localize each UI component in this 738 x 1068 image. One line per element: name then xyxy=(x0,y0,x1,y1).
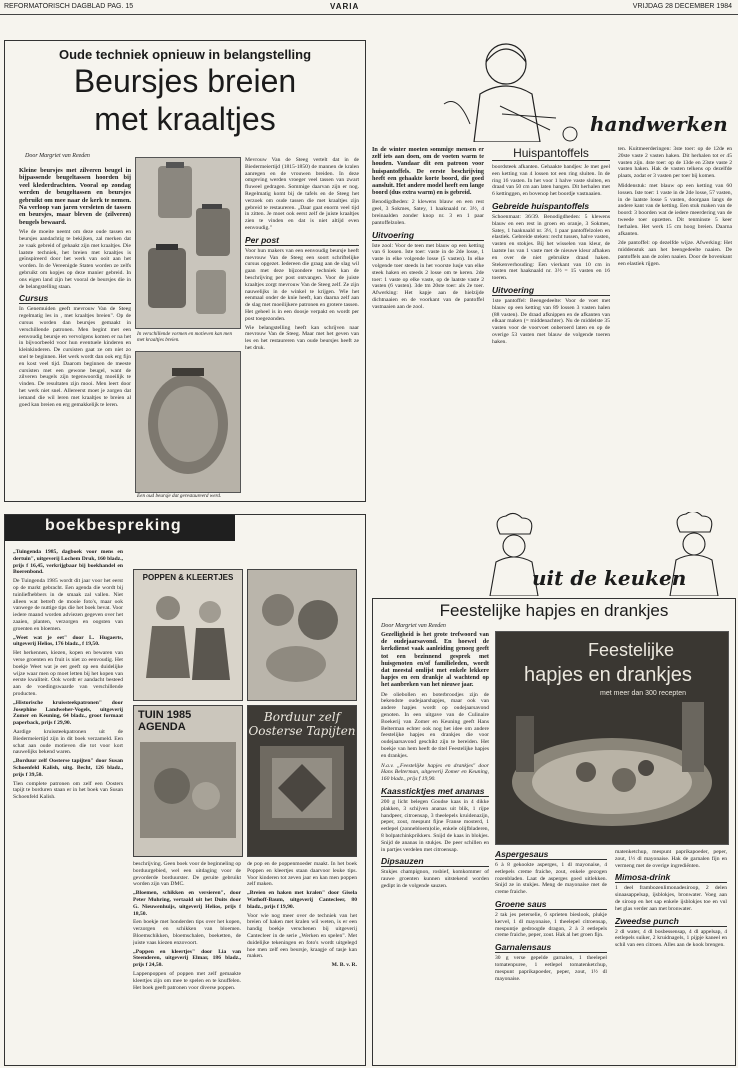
knit-col2-text-c: Wie belangstelling heeft kan schrijven naar mevrouw Van de Steeg. Maar met het geven van les en het restaureren van oude beursjes heeft ze het druk. xyxy=(245,324,359,351)
handwerken-col2-a: boordsteek afkanten. Gehaakte bandjes: Je met geel een ketting van 4 lossen tot een ring sluiten. In de ring 16 vasten. In het voor 1 halve vaste sluiten, en draad van 50 cm aan laten hangen. Dit herhalen met 6 kettinggen, en bovenop het boordje vastnaaien. xyxy=(492,164,610,198)
book-lead-3: „Historische kruissteekpatronen" door Josephine Landweher-Vogels, uitgeverij Zomer en Keuning, 64 bladz., groot formaat paperback, prijs f 29,90. xyxy=(13,699,123,727)
kaas-text: 200 g licht belegen Goudse kaas in 4 dikke plakken, 3 schijven ananas uit blik, 1 rijpe handpeer, citroensap, 3 theelepels kruidenazijn, peper, zout, mespunt fijne Franse mosterd, 1 eetlepel (zonnebloem)olie, enkele olijfbladeren, 8 bolpatchinkprikkers. Snijd de kaas in blokjes. Snijd de ananas in stukjes. De peer schillen en in partjes verdelen met citroensap. xyxy=(381,798,489,853)
keuken-col1-text: De oliebollen en boterbroodjes zijn de bekendste oudejaarshapjes, maar ook van andere hapjes wordt op oudejaarsavond genoten. In een uitgave van de Culinaire Boekerij van Zomer en Keuning geeft Hans Belterman echter ook nog het idee om andere feestelijke hapjes en drankjes die voor oudejaarsavond geschikt zijn te bereiden. Het boekje van hem heeft de titel Feestelijke hapjes en drankjes. xyxy=(381,691,489,759)
carpet-graphic xyxy=(248,738,356,838)
garden-graphic xyxy=(134,736,242,846)
cursus-text: In Genemuiden geeft mevrouw Van de Steeg regelmatig les in , met kraaltjes breien". Op de cursus worden dan beursjes gemaakt in verschillende patronen. Men begint met een eenvoudig beursje en vervolgens komen er na het in bijvoorbeeld voor hun eventuele kinderen en kleinkinderen. De cursisten gaat ze om niet zo snel te beginnen. Het werk wordt dan ook erg fijn en kost veel tijd. Daarom beginnen de meeste cursisten met een gewone beugel, want de zilveren beugels zijn tegenwoordig moeilijk te vinden. De resultaten zijn mooi. Men leert door het werk niet snel. Allereerst moet je zorgen dat iemand die wil leren met kraaltjes te breien al goed kan breien en erg gemakkelijk te leren. xyxy=(19,306,131,408)
cover-poppen-title: POPPEN & KLEERTJES xyxy=(142,573,234,582)
handwerken-col2-b: Schoenmaat: 36/39. Benodigdheden: 5 klewens blauw en een rest in groen en oranje, 3 Sokmes, Satey, 1 haaknaald nr. 3½, 1 paar pantoffelzolen en elastiek. Gebreide steken: recht tussen, halve vasten, vasten en stokjes. Bij het wisselen van kleur, de laatste lus van 1 vaste met de nieuwe kleur afhaken en over de niet gebruikte draad haken. Stekenverhouding: Een vierkant van 10 cm in vasten met haaknaald nr. 3½ = 15 vasten en 16 toeren. xyxy=(492,213,610,282)
knit-col2-text-a: Mevrouw Van de Steeg vertelt dat in de Biedermeiertijd (1815-1850) de mannen de kralen aanregen en de vrouwen breiden. In deze omgeving werden vroeger veel tassen van zwart fluweel gedragen. Sommige daarvan zijn er nog. Regelmatig komt bij de tafels en de Steeg het verzoek om oude tassen die met kraaltjes zijn gebreid te restaureren. „Daar gaat enorm veel tijd in zitten. Je moet ook eerst zelf de juiste kraaltjes zien te vinden en dat is niet altijd even eenvoudig." xyxy=(245,157,359,231)
keuken-banner: uit de keuken xyxy=(532,566,687,590)
handwerken-benodigdheden-a: Benodigdheden: 2 klewens blauw en een rest geel, 3 Sokmes, Satey, 1 haaknaald nr. 3½, 4 breinaalden zonder knop nr. 3 en 1 paar pantoffelzolen. xyxy=(372,199,484,226)
dipsauzen-text: Stukjes champignon, rosbief, komkommer of rauwe groenten kunnen uitstekend worden gedipt in de volgende sauzen. xyxy=(381,869,489,889)
cover-tapijten-title-a: Borduur zelf xyxy=(263,710,341,724)
knit-lead: Kleine beursjes met zilveren beugel in bijpassende beugeltassen hoorden bij veel klederdrachten. Vooral op zondag werden de beugeltassen en beursjes gebruikt om mee naar de kerk te nemen. Na verloop van jaren versleten de tassen en beursjes, maar bleven de (zilveren) beugels bewaard. xyxy=(19,167,131,226)
cookbook-photo-title-a: Feestelijke xyxy=(588,640,675,660)
handwerken-col2-c: 1ste pantoffel: Beengedeelte: Voor de voet met blauw op een ketting van 89 lossen 3 vasten halen (88 vasten). De draad afknippen en de afkanten van elkaar maken (= middenachter). Nu de middelste 35 vasten voor de voorvoet onberoerd laten en op de overige 53 vasten met blauw de volgende toeren haken. xyxy=(492,297,610,345)
dolls-graphic xyxy=(134,582,242,692)
boekbespreking-banner-label: boekbespreking xyxy=(45,517,182,534)
keuken-title: Feestelijke hapjes en drankjes xyxy=(439,601,669,620)
purse-photo-2 xyxy=(135,351,241,493)
mimosa-heading: Mimosa-drink xyxy=(615,872,727,883)
keuken-illustration xyxy=(440,512,732,596)
uitvoering-heading-b: Uitvoering xyxy=(492,285,610,296)
book-col-1 xyxy=(13,549,123,1059)
cover-oosterse-tapijten xyxy=(247,705,357,857)
dipsauzen-heading: Dipsauzen xyxy=(381,856,489,867)
caption-1: In verschillende vormen en motieven kan men met kraaltjes breien. xyxy=(137,331,233,343)
knit-kicker: Oude techniek opnieuw in belangstelling xyxy=(58,47,312,62)
garnalen-text: 30 g verse gepelde garnalen, 1 theelepel tomatenpuree, 1 eetlepel tomatenketchup, mespunt paprikapoeder, peper, zout, 1½ dl mayonaise. xyxy=(495,955,607,982)
huispantoffels-title: Huispantoffels xyxy=(492,146,610,161)
keuken-byline: Door Margriet van Reeden xyxy=(381,623,446,629)
cover-tuin-agenda xyxy=(133,705,243,857)
book-text-2: Het herkennen, kiezen, kopen en bewaren van verse groenten en fruit is niet zo eenvoudig. Het boekje Weet wat je eet geeft op een duidelijke wijze waar men op moet letten bij het kopen van eerste kwaliteit. Ook wordt er aandacht besteed aan de voedingswaarde van verschillende producten. xyxy=(13,650,123,697)
purse-photo-1-graphic xyxy=(136,158,240,328)
knit-col1-text: Wie de moeite neemt om deze oude tassen en beursjes aandachtig te bekijken, zal merken dat ze vaak gebreid of gehaakt zijn met kraaltjes. Die laatste techniek, het breien met kraaltjes is geïnspireerd door het werk van ooit aan het worden. In de Vereenigde Staten worden ze zelfs gebruikt om kopjes op deze manier gebreid. In ons eigen land zijn het vooral de beursjes die in de belangstelling staan. xyxy=(19,229,131,290)
keuken-col1-quote: N.a.v. „Feestelijke hapjes en drankjes" door Hans Belterman, uitgeverij Zomer en Keuning, 160 bladz., prijs f 19,90. xyxy=(381,762,489,783)
handwerken-col3-b: Middenstuk: met blauw op een ketting van 60 lossen. Iste toer: 1 vaste in de 2de losse, 57 vasten, in de laatste losse 5 vasten, doorgaan langs de andere kant van de ketting. Een stuk maken van de boord: 3 boorden wat de iedere meerdering van de tweede toer opzetten. Dit tenminste 5 keer herhalen. Het werk 15 cm hoog breien. Daarna afkanten. xyxy=(618,182,732,237)
book-col3-text-b: Voor wie nog meer over de techniek van het breien of haken met kralen wil weten, is er een handig boekje verschenen bij uitgeverij Cantecleer in de serie „Werken en spelen". Met duidelijke tekeningen en foto's wordt uitgelegd hoe men zelf een beursje, kraagje of tasje kan maken. xyxy=(247,912,357,960)
handwerken-article xyxy=(372,146,734,502)
handwerken-col-2 xyxy=(492,146,610,498)
book-col-3 xyxy=(247,861,357,1059)
cover-weet-wat-je-eet xyxy=(247,569,357,701)
book-text-3: Aardige kruissteekpatronen uit de Biedermeiertijd zijn in dit boek verzameld. Een schat aan oude motieven die tot voor kort nauwelijks bekend waren. xyxy=(13,728,123,756)
per-post-heading: Per post xyxy=(245,235,359,246)
boekbespreking-banner xyxy=(5,515,235,541)
cookbook-photo-title-b: hapjes en drankjes xyxy=(524,664,692,686)
purse-photo-2-graphic xyxy=(136,352,240,492)
cursus-heading: Cursus xyxy=(19,293,131,304)
knit-byline: Door Margriet van Reeden xyxy=(25,153,90,159)
vegetables-graphic xyxy=(248,570,356,700)
issue-date: VRIJDAG 28 DECEMBER 1984 xyxy=(632,3,732,10)
knit-title-2: met kraaltjes xyxy=(94,101,276,137)
handwerken-col3-c: 2de pantoffel: op dezelfde wijze. Afwerking: Het middenstuk aan het beengedeelte naaien. De pantoffels aan de zolen naaien. Door de bovenkant een elastiek rijgen. xyxy=(618,240,732,267)
caption-2: Een oud beursje dat gerestaureerd werd. xyxy=(137,493,222,499)
asperge-text: 6 à 8 gekookte asperges, 1 dl mayonaise, 4 eetlepels creme fraiche, zout, enkele gezogen rozenbladen. Laat de asperges goed uitlekken. Snijd ze in stukjes. Meng de mayonaise met de creme fraiche. xyxy=(495,862,607,896)
keuken-col-3 xyxy=(615,849,727,1061)
gebreide-heading: Gebreide huispantoffels xyxy=(492,201,610,212)
book-col3-lead: „Breien en haken met kralen" door Gisela Wathoff-Baum, uitgeverij Cantecleer, 80 bladz., prijs f 19,90. xyxy=(247,890,357,910)
book-lead-2: „Weet wat je eet" door L. Hugaerts, uitgeverij Helios, 176 bladz., f 19,50. xyxy=(13,634,123,648)
book-col-2 xyxy=(133,861,241,1059)
keuken-article xyxy=(372,598,736,1066)
book-col2-lead: „Bloemen, schikken en versieren", door Peter Muhring, vertaald uit het Duits door G. Nieuwenhuijs, uitgeverij Helios, prijs f 18,50. xyxy=(133,890,241,917)
purse-photo-1 xyxy=(135,157,241,329)
mimosa-text: 1 deel frambozenlimonadesiroop, 2 delen sinaasappelsap, ijsblokjes, bronwater. Voeg aan de siroop en het sap enkele ijsblokjes toe en vul het glas verder aan met bronwater. xyxy=(615,885,727,912)
keuken-col-1 xyxy=(381,631,489,1061)
groene-heading: Groene saus xyxy=(495,899,607,910)
book-text-1: De Tuingenda 1985 wordt dit jaar voor het eerst op de markt gebracht. Een agenda die wordt bij tuinliefhebbers in de smaak zal vallen. Niet alleen wat betreft de mooie foto's, maar ook vanwege de nuttige tips die het boek bevat. Voor iedere maand worden adviezen gegeven over het zaaien, planten, verzorgen en oogsten van groenten en bloemen. xyxy=(13,578,123,632)
book-lead-1: „Tuingenda 1985, dagboek voor mens en dertuin", uitgeverij Lochem Druk, 160 bladz., prijs f 16,45, verkrijgbaar bij boekhandel en Boerenbond. xyxy=(13,549,123,576)
book-col2-text-b: Een boekje met honderden tips over het kopen, verzorgen en schikken van bloemen. Bloemschikken, bloemschalen, boeketten, de juiste vaas kiezen enzovoort. xyxy=(133,919,241,946)
knit-col-1 xyxy=(19,167,131,497)
keuken-col3-text: matenketchup, mespunt paprikapoeder, peper, zout, 1½ dl mayonaise. Hak de garnalen fijn en vermeng met de overige ingrediënten. xyxy=(615,849,727,869)
cookbook-photo xyxy=(495,631,729,845)
kaas-heading: Kaassticktjes met ananas xyxy=(381,786,489,797)
book-review-section xyxy=(4,514,366,1066)
cover-poppen-kleertjes xyxy=(133,569,243,701)
handwerken-col3-a: ten. Kuitmeerderingen: 3ste toer: op de 12de en 20ste vaste 2 vasten haken. Dit herhalen tot er 45 vasten zijn. 4ste toer: op de 13de en 23ste vaste 2 vasten haken. Hak de vasten telkens op dezelfde plaats, zodat er 3 vasten per toer bij komen. xyxy=(618,146,732,180)
book-col3-text: de pop en de poppenmoeder maakt. In het boek Poppen en kleertjes staan daarvoor leuke tips. Voor kinderen tot zeven jaar en kan men poppen zelf maken. xyxy=(247,861,357,888)
handwerken-uitvoering-a: Iste zool: Voor de teen met blauw op een ketting van 6 lossen. Iste toer: vaste in de 2de losse, 1 vaste in elke volgende losse (5 vasten). In elke volgende toer steeds in het voorste lusje van elke steek haken en steeds 2 losse om te keren. 2de toer: 1 vaste op elke vaste, op de laatste vaste 2 vasten (6 vasten). 3de tm 20ste toer: als 2e toer. Afwerking: Het kapje aan de hielzijde dichtnaaien en de voorkant van de pantoffel vastnaaien aan de zool. xyxy=(372,242,484,310)
book-signoff: M. B. v. R. xyxy=(331,962,357,969)
zweedse-text: 2 dl water, 4 dl bosbessensap, 4 dl appelsap, 4 eetlepels suiker, 2 kruidnagels, 1 pijpje kaneel en schil van een citroen. Alles aan de kook brengen. xyxy=(615,928,727,949)
book-lead-4: „Borduur zelf Oosterse tapijten" door Susan Schoenfeld Kalish, uitg. Becht, 126 bladz., prijs f 39,50. xyxy=(13,758,123,778)
book-col2-text: beschrijving. Geen boek voor de beginneling op borduurgebied, wel een uitdaging voor de gevorderde borduurster. De geruite gebruikt worden zijn van DMC. xyxy=(133,861,241,888)
zweedse-heading: Zweedse punch xyxy=(615,916,727,927)
groene-text: 2 tak jes peterselie, 6 sprieten bieslook, plukje kervel, 1 dl mayonaise, 1 theelepel citroensap, mespuntje gedroogde dragon, 2 à 3 eetlepels creme fraiche, peper, zout. Hak al het groen fijn. xyxy=(495,911,607,939)
knit-col2-text-b: Voor hun makers van een eenvoudig beursje heeft mevrouw Van de Steeg een soort schriftelijke cursus opgezet. Iedereen die graag aan de slag wil gaan met deze bijzondere techniek kan de beschrijving per post ontvangen. Voor de juiste kraaltjes zorgt mevrouw Van de Steeg zelf. Ze zijn nauwelijks in de winkel te krijgen. Wie het eenmaal onder de knie heeft, kan daarna zelf aan de slag met moeilijkere patronen en grotere tassen. Het geheel is in een doosje verpakt en wordt per post toegezonden. xyxy=(245,247,359,322)
handwerken-banner: handwerken xyxy=(590,112,728,136)
knit-title-1: Beursjes breien xyxy=(73,63,297,99)
uitvoering-heading-a: Uitvoering xyxy=(372,230,484,241)
garnalen-heading: Garnalensaus xyxy=(495,942,607,953)
section-name: VARIA xyxy=(330,2,360,11)
handwerken-illustration xyxy=(440,34,730,142)
handwerken-col-1 xyxy=(372,146,484,498)
asperge-heading: Aspergesaus xyxy=(495,849,607,860)
keuken-lead: Gezelligheid is het grote trefwoord van de oudejaarsavond. En hoewel de kerkdienst vaak aanleiding genoeg geeft tot een bezinnend gesprek met huisgenoten en/of familieleden, wordt dat meestal omlijst met enkele lekkere hapjes en een drankje al wachtend op het aanbreken van het nieuwe jaar. xyxy=(381,631,489,689)
paper-name: REFORMATORISCH DAGBLAD PAG. 15 xyxy=(4,3,134,10)
book-text-4: Tien complete patronen om zelf een Oosters tapijt te borduren staan er in het boek van Susan Schoenfeld Kalish. xyxy=(13,780,123,801)
cover-tapijten-title-b: Oosterse Tapijten xyxy=(248,724,356,738)
knit-col-3 xyxy=(245,157,359,497)
handwerken-col-3 xyxy=(618,146,732,498)
page-header xyxy=(0,0,738,15)
book-col2-lead-b: „Poppen en kleertjes" door Lia van Steenderen, uitgeverij Elmar, 186 bladz., prijs f 24,50. xyxy=(133,948,241,969)
cookbook-photo-sub: met meer dan 300 recepten xyxy=(600,690,686,697)
handwerken-intro: In de winter moeten sommige mensen er zelf iets aan doen, om de voeten warm te houden. Vandaar dit een patroon voor huispantoffels. De eerste beschrijving heeft een gehaakte korte boord, die goed aansluit. Het andere model heeft een lange boord (dus extra warm) en is gebreid. xyxy=(372,146,484,197)
knit-article xyxy=(4,40,366,502)
book-col2-text-c: Lappenpoppen of poppen met zelf gemaakte kleertjes zijn om mee te spelen en te knuffelen. Het boek geeft patronen voor diverse poppen. xyxy=(133,970,241,991)
keuken-col-2 xyxy=(495,849,607,1061)
cover-tuin-title: TUIN 1985 AGENDA xyxy=(138,709,192,733)
